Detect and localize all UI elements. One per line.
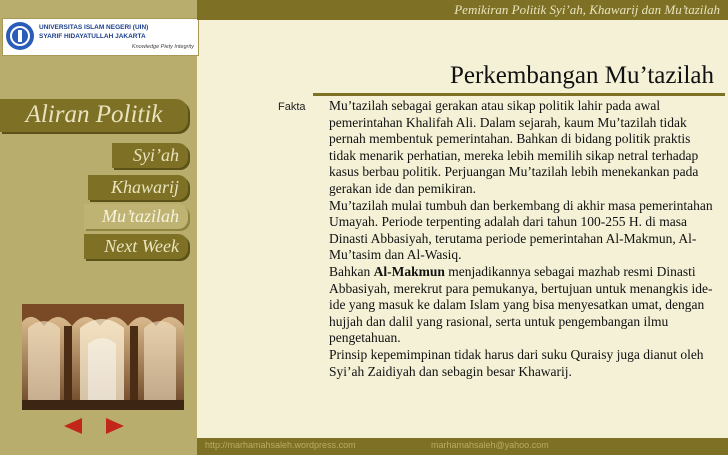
logo-line-1: UNIVERSITAS ISLAM NEGERI (UIN) — [39, 24, 149, 31]
logo-tagline: Knowledge Piety Integrity — [131, 44, 194, 50]
section-label: Fakta — [278, 101, 306, 113]
content-body — [329, 98, 715, 380]
sidebar-item-next-week[interactable] — [84, 234, 188, 259]
email-link[interactable]: marhamahsaleh@yahoo.com — [431, 440, 549, 450]
sidebar-item-label: Syi’ah — [133, 145, 179, 165]
sidebar-item-label: Mu’tazilah — [101, 206, 179, 226]
logo-line-2: SYARIF HIDAYATULLAH JAKARTA — [39, 33, 146, 40]
blog-link[interactable]: http://marhamahsaleh.wordpress.com — [205, 440, 356, 450]
paragraph-1: Mu’tazilah sebagai gerakan atau sikap politik lahir pada awal pemerintahan Khalifah Ali. Dalam sejarah, kaum Mu’tazilah tidak pernah membentuk pemerintahan. Bahkan di bidang politik praktis tidak menarik perhatian, mereka lebih memilih sikap netral terhadap kasus berbau politik. Perjuangan Mu’tazilah lebih menekankan pada gerakan ide dan pemikiran. — [329, 98, 699, 196]
mosque-arches-image — [22, 304, 184, 410]
previous-slide-button[interactable] — [60, 416, 84, 436]
paragraph-2: Mu’tazilah mulai tumbuh dan berkembang di akhir masa pemerintahan Umayah. Periode terpenting adalah dari tahun 100-255 H. di masa Dinasti Abbasiyah, terutama periode pemerintahan Al-Makmun, Al-Mu’tasim dan Al-Wasiq. — [329, 197, 713, 263]
header-bar — [197, 0, 728, 20]
paragraph-3-rest: menjadikannya sebagai mazhab resmi Dinasti Abbasiyah, merekrut para pemukanya, bertujuan untuk menangkis ide-ide yang masuk ke dalam Islam yang bisa menyesatkan umat, dengan hujjah dan dalil yang rasional, serta untuk pengembangan ilmu pengetahuan. — [329, 263, 713, 346]
footer-bar — [197, 438, 728, 455]
next-slide-button[interactable] — [104, 416, 128, 436]
sidebar-heading-label: Aliran Politik — [25, 101, 163, 128]
paragraph-4: Prinsip kepemimpinan tidak harus dari suku Quraisy juga dianut oleh Syi’ah Zaidiyah dan sebagin besar Khawarij. — [329, 346, 704, 379]
page-title: Perkembangan Mu’tazilah — [449, 62, 714, 89]
arrow-left-icon — [60, 416, 84, 436]
sidebar-item-khawarij[interactable] — [88, 175, 188, 200]
sidebar-item-label: Next Week — [104, 236, 179, 256]
sidebar — [0, 0, 197, 455]
presentation-title: Pemikiran Politik Syi’ah, Khawarij dan Mu’tazilah — [454, 2, 720, 17]
university-logo — [2, 18, 199, 56]
paragraph-3 — [329, 264, 715, 347]
title-divider — [313, 93, 725, 96]
sidebar-item-syiah[interactable] — [112, 143, 188, 168]
highlight-al-makmun: Al-Makmun — [373, 263, 445, 279]
arrow-right-icon — [104, 416, 128, 436]
sidebar-item-label: Khawarij — [110, 177, 179, 197]
uin-emblem-icon — [6, 22, 34, 50]
sidebar-item-mutazilah[interactable] — [84, 204, 188, 229]
sidebar-heading — [0, 99, 188, 132]
paragraph-3-start: Bahkan — [329, 263, 374, 279]
